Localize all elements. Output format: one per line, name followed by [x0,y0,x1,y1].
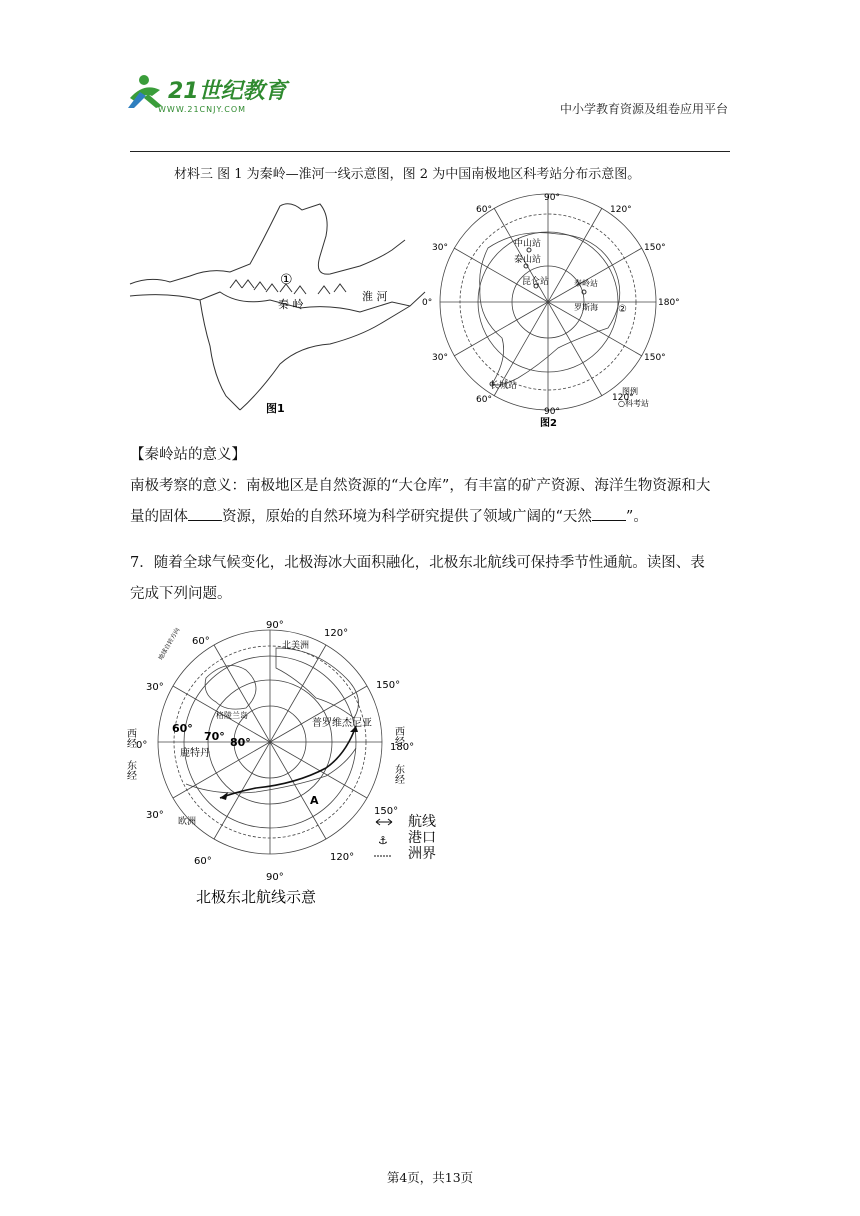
section-title: 【秦岭站的意义】 [130,447,246,463]
fig3-deg-120-tr: 120° [324,628,349,639]
fig2-deg-30-l: 30° [432,243,448,253]
fig3-legend-route: 航线 [408,814,436,830]
fig3-west-0: 0° [136,740,148,751]
fig2-legend-title: 图例 [622,387,638,396]
logo-graphic [122,68,292,118]
fig3-deg-120-br: 120° [330,852,355,863]
fig1-huaihe-label: 淮 河 [362,290,388,303]
fig2-deg-30-bl: 30° [432,353,448,363]
q7-line1: 7．随着全球气候变化，北极海冰大面积融化，北极东北航线可保持季节性通航。读图、表 [130,555,705,571]
q7-line2: 完成下列问题。 [130,586,232,602]
fig3-greenland: 格陵兰岛 [216,711,248,720]
fig3-deg-60-bl: 60° [194,856,212,867]
fig2-circle2: ② [618,304,627,315]
fig1-label: 图1 [266,402,285,415]
fig3-point-a: A [310,794,319,807]
legend-route-icon [376,819,392,825]
figure-3-arctic-route-map [126,608,446,908]
fig3-rotation-label: 地球自转方向 [157,626,182,662]
fig3-deg-30-bl: 30° [146,810,164,821]
paragraph-antarctic-significance [130,471,740,533]
p1-line-b: 量的固体 [130,509,188,525]
fig3-east-180: 180° [390,742,415,753]
p1-line-d: ”。 [625,509,648,525]
fig2-label: 图2 [540,418,557,429]
fig2-deg-top: 90° [544,193,560,203]
fig2-taishan: 泰山站 [514,255,542,265]
fig2-deg-60-bl: 60° [476,395,492,405]
fig1-circle-label: ① [280,272,293,288]
fig2-deg-150-r: 150° [644,243,666,253]
figure-2-antarctic-map [418,188,678,428]
fig2-deg-0: 0° [422,298,433,308]
fig3-deg-150-br: 150° [374,806,399,817]
fig2-deg-60-tl: 60° [476,205,492,215]
fig3-west-left: 西经 [124,728,136,748]
fig2-deg-150-br: 150° [644,353,666,363]
fig3-petropavlovsk: 普罗维杰尼亚 [312,718,372,729]
fig3-deg-150-r: 150° [376,680,401,691]
fig2-legend-item: ○科考站 [618,399,649,408]
fig3-west-right: 西经 [392,726,404,746]
logo-text: 21世纪教育 [168,79,287,104]
fig3-lat80: 80° [230,736,251,749]
site-logo [122,68,292,118]
fig2-kunlun: 昆仑站 [522,277,550,287]
fig3-lat70: 70° [204,730,225,743]
fig3-rotterdam: 鹿特丹 [180,748,210,759]
fig3-deg-bottom: 90° [266,872,284,883]
fig2-deg-120-br: 120° [612,393,634,403]
fig3-deg-30-l: 30° [146,682,164,693]
fig2-ross-sea: 罗斯海 [574,303,598,312]
fig2-deg-180: 180° [658,298,680,308]
logo-url: WWW.21CNJY.COM [158,105,247,114]
legend-anchor-icon: ⚓ [378,834,388,847]
p1-line-a: 南极考察的意义：南极地区是自然资源的“大仓库”，有丰富的矿产资源、海洋生物资源和大 [130,478,711,494]
fig3-lat60: 60° [172,722,193,735]
fig2-changcheng: 长城站 [490,381,518,391]
fig3-deg-top: 90° [266,620,284,631]
fig3-legend-port: 港口 [408,830,436,846]
header-divider [130,151,730,152]
route-arrow-west-icon [220,792,228,800]
fig2-zhongshan: 中山站 [514,239,542,249]
figure-1-qinling-map [130,196,433,426]
fig2-deg-120-tr: 120° [610,205,632,215]
fig3-east-left: 东经 [124,760,136,780]
platform-name: 中小学教育资源及组卷应用平台 [559,102,728,116]
fig3-east-right: 东经 [392,764,404,784]
fig2-qinling-station: 秦岭站 [574,279,598,288]
fig1-qinling-label: 秦 岭 [278,298,304,311]
answer-blank-2[interactable] [592,506,626,521]
page-footer: 第4页，共13页 [386,1170,474,1185]
answer-blank-1[interactable] [188,506,222,521]
question-7 [130,548,740,610]
fig2-deg-bottom: 90° [544,407,560,417]
material-caption: 材料三 图 1 为秦岭—淮河一线示意图，图 2 为中国南极地区科考站分布示意图。 [174,167,641,182]
fig3-europe: 欧洲 [178,817,197,827]
fig3-title: 北极东北航线示意 [196,888,317,906]
fig3-north-america: 北美洲 [282,641,310,651]
fig3-deg-60-tl: 60° [192,636,210,647]
fig3-legend-border: 洲界 [408,846,436,862]
p1-line-c: 资源，原始的自然环境为科学研究提供了领域广阔的“天然 [222,509,592,525]
